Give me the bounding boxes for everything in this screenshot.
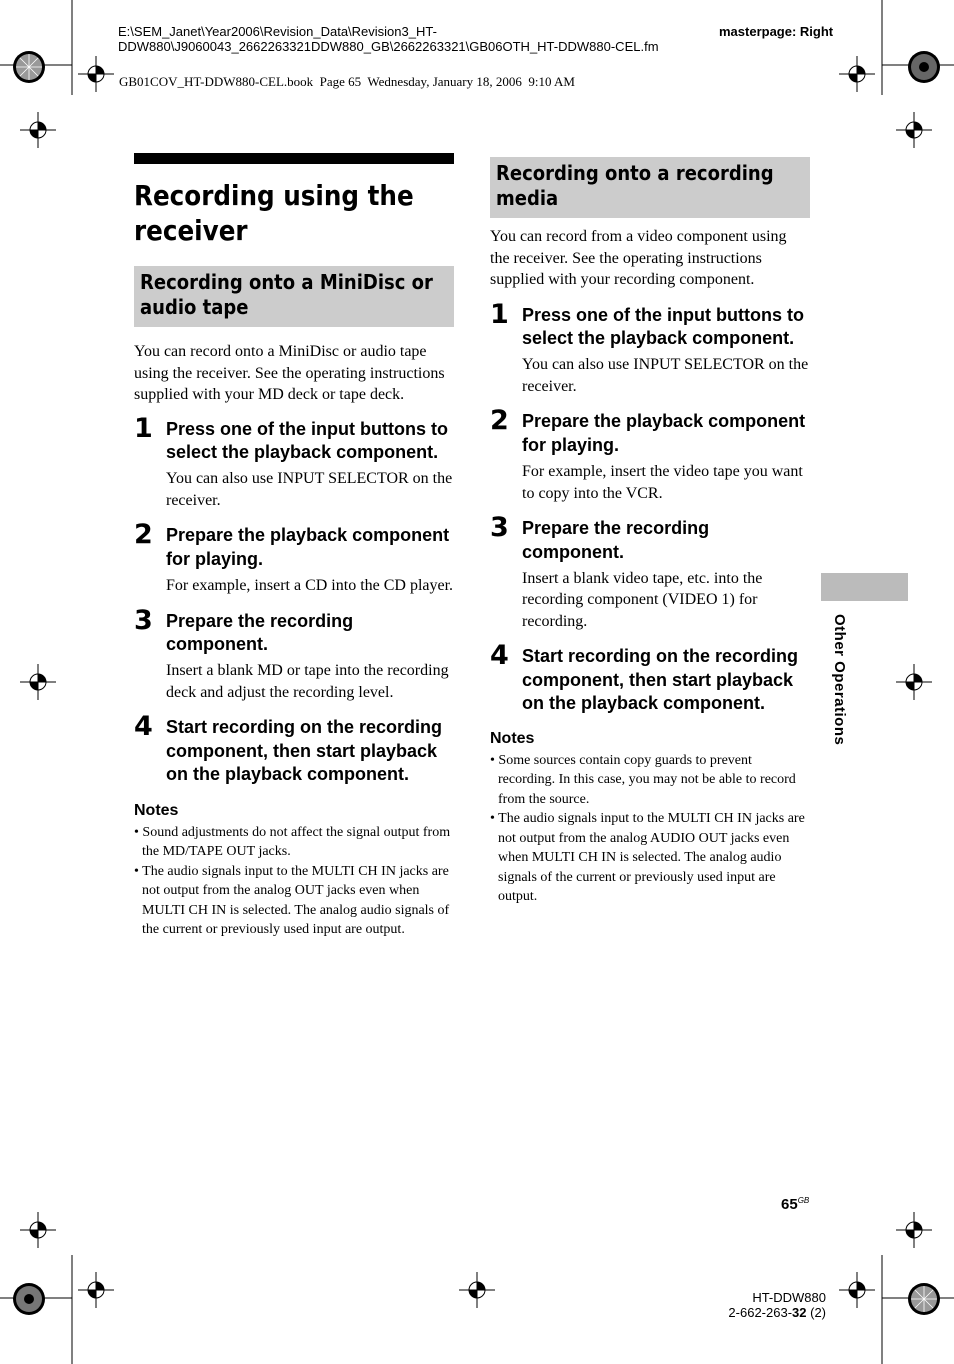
note-item: • The audio signals input to the MULTI CH IN jacks are not output from the analog OUT jacks even when MULTI CH IN is selected. The analog audio signals of the current or previously used input are output. xyxy=(134,863,450,938)
note-item: • Some sources contain copy guards to prevent recording. In this case, you may not be able to record from the source. xyxy=(490,752,796,807)
corner-target-top-right xyxy=(907,50,941,84)
crosshair-mark xyxy=(896,112,932,148)
intro-paragraph: You can record onto a MiniDisc or audio tape using the receiver. See the operating instructions supplied with your MD deck or tape deck. xyxy=(134,343,445,403)
step-number: 1 xyxy=(134,412,153,444)
side-tab-label: Other Operations xyxy=(831,614,848,746)
step-4 xyxy=(134,711,454,786)
crosshair-mark xyxy=(839,1272,875,1308)
file-path-header xyxy=(118,24,659,54)
page-title: Recording using the receiver xyxy=(134,179,414,247)
file-path-line-1: E:\SEM_Janet\Year2006\Revision_Data\Revision3_HT- xyxy=(118,24,437,39)
crosshair-mark xyxy=(20,664,56,700)
crosshair-mark xyxy=(78,56,114,92)
step-3 xyxy=(490,512,810,632)
section-header-minidisc xyxy=(134,266,454,327)
step-title: Prepare the playback component for playing. xyxy=(166,525,450,569)
step-number: 2 xyxy=(134,519,153,551)
crosshair-mark xyxy=(896,664,932,700)
step-body: For example, insert the video tape you want to copy into the VCR. xyxy=(522,463,803,502)
step-title: Start recording on the recording component, then start playback on the playback component. xyxy=(522,646,799,714)
note-item: • Sound adjustments do not affect the signal output from the MD/TAPE OUT jacks. xyxy=(134,824,451,860)
step-title: Prepare the playback component for playing. xyxy=(522,411,806,455)
crosshair-mark xyxy=(839,56,875,92)
crosshair-mark xyxy=(20,112,56,148)
crosshair-mark xyxy=(20,1212,56,1248)
notes-heading: Notes xyxy=(490,729,535,747)
masterpage-label: masterpage: Right xyxy=(719,24,834,39)
step-number: 2 xyxy=(490,405,509,437)
step-2 xyxy=(134,519,454,596)
step-1 xyxy=(134,412,454,512)
step-number: 3 xyxy=(134,604,153,636)
crosshair-mark xyxy=(896,1212,932,1248)
step-number: 4 xyxy=(490,640,509,672)
footer-model: HT-DDW880 xyxy=(752,1290,826,1305)
corner-target-top-left xyxy=(12,50,46,84)
page-number-value: 65 xyxy=(781,1196,798,1213)
crosshair-mark xyxy=(459,1272,495,1308)
book-info-line: GB01COV_HT-DDW880-CEL.book Page 65 Wednesday, January 18, 2006 9:10 AM xyxy=(119,74,575,89)
step-number: 3 xyxy=(490,512,509,544)
step-body: You can also use INPUT SELECTOR on the receiver. xyxy=(166,470,453,509)
left-column xyxy=(134,153,454,940)
page-number xyxy=(781,1196,809,1213)
step-3 xyxy=(134,604,454,704)
crosshair-mark xyxy=(78,1272,114,1308)
step-title: Press one of the input buttons to select the playback component. xyxy=(522,304,804,348)
notes-heading: Notes xyxy=(134,801,179,819)
file-path-line-2: DDW880\J9060043_2662263321DDW880_GB\2662263321\GB06OTH_HT-DDW880-CEL.fm xyxy=(118,39,659,54)
section-title: Recording onto a recording media xyxy=(496,161,774,210)
corner-target-bottom-left xyxy=(12,1282,46,1316)
step-1 xyxy=(490,298,810,398)
step-title: Prepare the recording component. xyxy=(522,518,710,562)
section-title: Recording onto a MiniDisc or audio tape xyxy=(140,270,433,319)
step-4 xyxy=(490,640,810,715)
intro-paragraph: You can record from a video component using the receiver. See the operating instructions supplied with your recording component. xyxy=(490,228,787,288)
section-tab-marker xyxy=(821,573,908,601)
step-title: Press one of the input buttons to select the playback component. xyxy=(166,418,448,462)
step-title: Prepare the recording component. xyxy=(166,610,354,655)
right-column xyxy=(490,157,810,907)
title-rule xyxy=(134,153,454,164)
note-item: • The audio signals input to the MULTI CH IN jacks are not output from the analog AUDIO OUT jacks even when MULTI CH IN is selected. The analog audio signals of the current or previously used input are output. xyxy=(490,811,805,905)
footer-code: 2-662-263-32 (2) xyxy=(728,1305,826,1320)
step-body: Insert a blank MD or tape into the recording deck and adjust the recording level. xyxy=(166,662,449,701)
step-body: You can also use INPUT SELECTOR on the receiver. xyxy=(522,356,809,395)
step-2 xyxy=(490,405,810,504)
page-number-suffix: GB xyxy=(797,1196,810,1205)
step-body: For example, insert a CD into the CD player. xyxy=(166,577,454,595)
section-header-recording-media xyxy=(490,157,810,218)
footer-model-code xyxy=(728,1290,826,1320)
step-body: Insert a blank video tape, etc. into the recording component (VIDEO 1) for recording. xyxy=(522,569,763,630)
step-title: Start recording on the recording component, then start playback on the playback component. xyxy=(166,717,443,785)
step-number: 1 xyxy=(490,298,509,330)
step-number: 4 xyxy=(134,711,153,743)
corner-target-bottom-right xyxy=(907,1282,941,1316)
